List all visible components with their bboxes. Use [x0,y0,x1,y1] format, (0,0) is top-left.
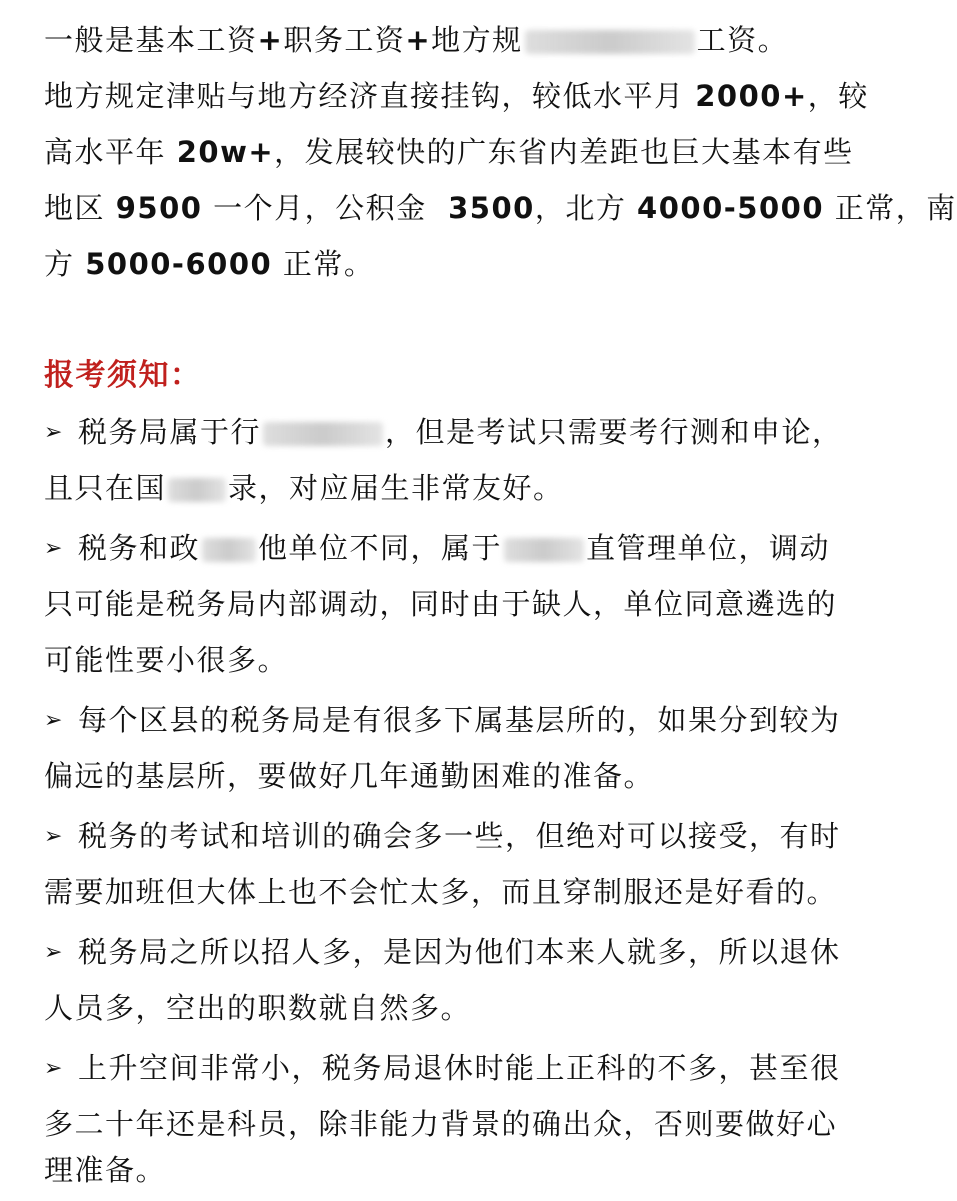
list-item-6-line-1 [44,1048,841,1092]
arrow-right-icon: ➢ [44,420,64,445]
list-item-2-text-c: 直管理单位，调动 [586,531,831,565]
list-item-4-text-a: 税务的考试和培训的确会多一些，但绝对可以接受，有时 [78,819,841,853]
list-item-1-text-a: 税务局属于行 [78,415,262,449]
numeric-text: + [405,23,432,57]
numeric-text: + [257,23,284,57]
numeric-text: 3500 [448,191,535,225]
section-heading: 报考须知： [44,358,202,393]
intro-line-1-a: 一般是基本工资+职务工资+地方规 [44,23,523,57]
list-item-4-line-2: 需要加班但大体上也不会忙太多，而且穿制服还是好看的。 [44,875,838,909]
list-item-1-text-c: 且只在国 [44,471,167,505]
redaction-blur [202,538,256,562]
list-item-3-text-a: 每个区县的税务局是有很多下属基层所的，如果分到较为 [78,703,841,737]
redaction-blur [504,538,584,562]
redaction-blur [168,478,226,502]
numeric-text: 2000+ [695,79,808,113]
list-item-3-line-1 [44,700,841,744]
intro-line-4: 地区 9500 一个月，公积金 3500，北方 4000-5000 正常，南 [44,191,957,225]
list-item-2-line-3: 可能性要小很多。 [44,643,289,677]
list-item-1-line-1 [44,412,843,456]
numeric-text: 5000-6000 [85,247,273,281]
numeric-text: 4000-5000 [637,191,824,225]
numeric-text: 9500 [115,191,203,225]
list-item-1-line-2 [44,468,564,508]
list-item-2-text-b: 他单位不同，属于 [258,531,503,565]
numeric-text: 20w+ [176,135,275,169]
list-item-5-text-a: 税务局之所以招人多，是因为他们本来人就多，所以退休 [78,935,841,969]
redaction-blur [525,30,695,54]
list-item-1-text-d: 录，对应届生非常友好。 [228,471,564,505]
intro-line-5: 方 5000-6000 正常。 [44,247,375,281]
list-item-6-line-3: 理准备。 [44,1153,167,1187]
list-item-3-line-2: 偏远的基层所，要做好几年通勤困难的准备。 [44,759,655,793]
list-item-6-text-a: 上升空间非常小，税务局退休时能上正科的不多，甚至很 [78,1051,841,1085]
list-item-5-line-1 [44,932,841,976]
intro-line-2: 地方规定津贴与地方经济直接挂钩，较低水平月 2000+，较 [44,79,869,113]
intro-line-3: 高水平年 20w+，发展较快的广东省内差距也巨大基本有些 [44,135,854,169]
arrow-right-icon: ➢ [44,1056,64,1081]
intro-line-1-b: 工资。 [696,23,789,57]
list-item-2-line-1 [44,528,830,572]
arrow-right-icon: ➢ [44,824,64,849]
list-item-6-line-2: 多二十年还是科员，除非能力背景的确出众，否则要做好心 [44,1107,838,1141]
redaction-blur [263,422,383,446]
list-item-4-line-1 [44,816,841,860]
arrow-right-icon: ➢ [44,708,64,733]
list-item-1-text-b: ，但是考试只需要考行测和申论， [385,415,843,449]
arrow-right-icon: ➢ [44,536,64,561]
arrow-right-icon: ➢ [44,940,64,965]
list-item-2-text-a: 税务和政 [78,531,201,565]
list-item-2-line-2: 只可能是税务局内部调动，同时由于缺人，单位同意遴选的 [44,587,838,621]
list-item-5-line-2: 人员多，空出的职数就自然多。 [44,991,472,1025]
intro-line-1 [44,20,788,60]
